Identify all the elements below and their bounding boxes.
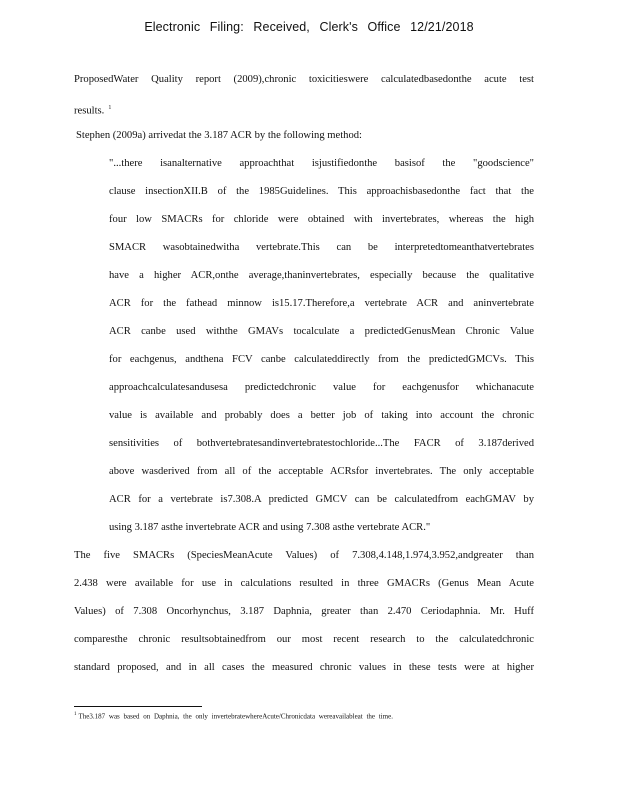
quote-line: four low SMACRs for chloride were obtained with invertebrates, whereas the high — [109, 214, 534, 225]
footnote-reference[interactable]: 1 — [108, 105, 112, 111]
footnote-marker: 1 — [74, 712, 77, 717]
block-quote — [74, 150, 534, 542]
quote-line: approachcalculatesandusesa predictedchronic value for eachgenusfor whichanacute — [109, 382, 534, 393]
quote-line: ACR for a vertebrate is7.308.A predicted GMCV can be calculatedfrom eachGMAV by — [109, 494, 534, 505]
intro-line: Stephen (2009a) arrivedat the 3.187 ACR by the following method: — [76, 130, 362, 141]
body-line — [74, 94, 534, 122]
footnote-divider — [74, 706, 202, 707]
body-line-text: results. — [74, 105, 105, 117]
quote-line: for eachgenus, andthena FCV canbe calculateddirectly from the predictedGMCVs. This — [109, 354, 534, 365]
body-line: 2.438 were available for use in calculations resulted in three GMACRs (Genus Mean Acute — [74, 578, 534, 589]
quote-line: ACR canbe used withthe GMAVs tocalculate a predictedGenusMean Chronic Value — [109, 326, 534, 337]
quote-line: "...there isanalternative approachthat isjustifiedonthe basisof the "goodscience" — [109, 158, 534, 169]
document-body — [74, 66, 534, 682]
quote-line: SMACR wasobtainedwitha vertebrate.This can be interpretedtomeanthatvertebrates — [109, 242, 534, 253]
footnote-text: The3.187 was based on Daphnia, the only invertebratewhereAcute/Chronicdata wereavailableat the time. — [78, 712, 393, 721]
quote-line: value is available and probably does a better job of taking into account the chronic — [109, 410, 534, 421]
quote-line: above wasderived from all of the acceptable ACRsfor invertebrates. The only acceptable — [109, 466, 534, 477]
body-line: comparesthe chronic resultsobtainedfrom our most recent research to the calculatedchronic — [74, 634, 534, 645]
body-line: Values) of 7.308 Oncorhynchus, 3.187 Daphnia, greater than 2.470 Ceriodaphnia. Mr. Huff — [74, 606, 534, 617]
page-header: Electronic Filing: Received, Clerk's Office 12/21/2018 — [144, 20, 474, 34]
body-line: The five SMACRs (SpeciesMeanAcute Values) of 7.308,4.148,1.974,3.952,andgreater than — [74, 550, 534, 561]
quote-line: using 3.187 asthe invertebrate ACR and using 7.308 asthe vertebrate ACR." — [109, 522, 431, 533]
body-line: ProposedWater Quality report (2009),chronic toxicitieswere calculatedbasedonthe acute test — [74, 74, 534, 85]
quote-line: sensitivities of bothvertebratesandinvertebratestochloride...The FACR of 3.187derived — [109, 438, 534, 449]
quote-line: clause insectionXII.B of the 1985Guidelines. This approachisbasedonthe fact that the — [109, 186, 534, 197]
quote-line: have a higher ACR,onthe average,thaninvertebrates, especially because the qualitative — [109, 270, 534, 281]
body-line: standard proposed, and in all cases the measured chronic values in these tests were at higher — [74, 662, 534, 673]
quote-line: ACR for the fathead minnow is15.17.Therefore,a vertebrate ACR and aninvertebrate — [109, 298, 534, 309]
footnote — [74, 712, 499, 720]
